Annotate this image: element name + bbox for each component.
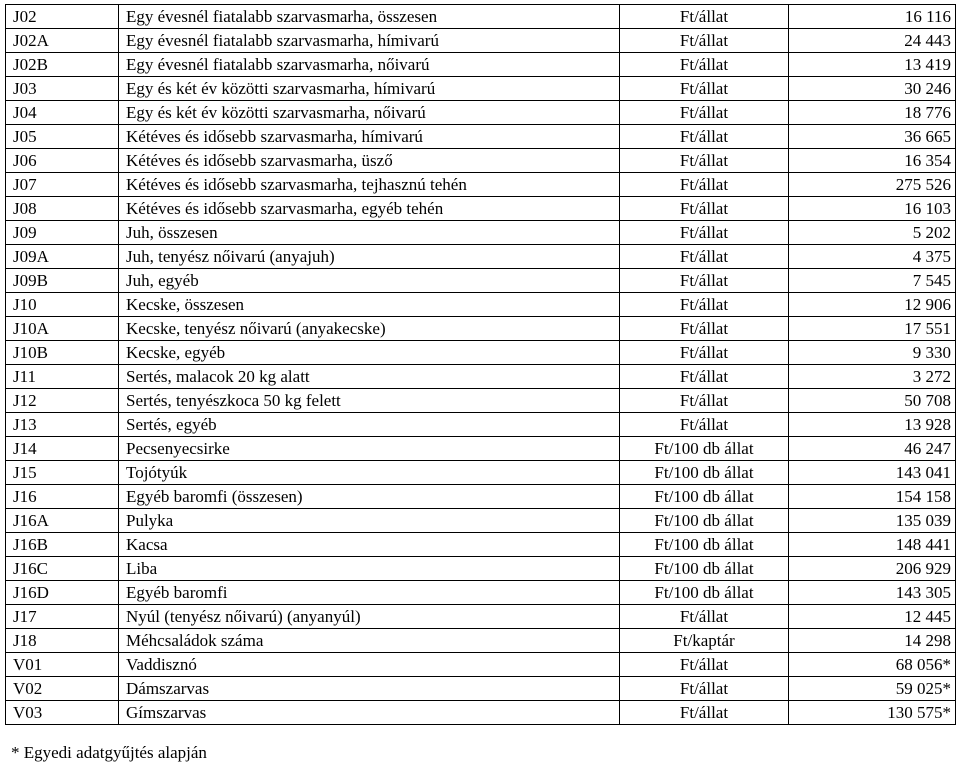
row-code-cell: J10A [6, 317, 119, 341]
row-name-cell: Kecske, összesen [119, 293, 620, 317]
table-row [6, 317, 956, 341]
livestock-value-table [5, 4, 956, 725]
table-row [6, 365, 956, 389]
livestock-value-table-container [5, 4, 955, 725]
row-value-cell: 50 708 [789, 389, 956, 413]
table-row [6, 581, 956, 605]
row-code-cell: J12 [6, 389, 119, 413]
row-unit-cell: Ft/állat [620, 149, 789, 173]
row-name-cell: Kecske, egyéb [119, 341, 620, 365]
row-code-cell: J10B [6, 341, 119, 365]
table-row [6, 173, 956, 197]
row-name-cell: Méhcsaládok száma [119, 629, 620, 653]
row-name-cell: Kétéves és idősebb szarvasmarha, tejhasznú tehén [119, 173, 620, 197]
row-name-cell: Sertés, tenyészkoca 50 kg felett [119, 389, 620, 413]
row-code-cell: J10 [6, 293, 119, 317]
row-code-cell: J16 [6, 485, 119, 509]
table-row [6, 437, 956, 461]
row-code-cell: J04 [6, 101, 119, 125]
table-row [6, 509, 956, 533]
row-unit-cell: Ft/100 db állat [620, 581, 789, 605]
row-name-cell: Gímszarvas [119, 701, 620, 725]
row-value-cell: 59 025* [789, 677, 956, 701]
row-unit-cell: Ft/100 db állat [620, 509, 789, 533]
row-value-cell: 143 305 [789, 581, 956, 605]
row-value-cell: 206 929 [789, 557, 956, 581]
row-value-cell: 5 202 [789, 221, 956, 245]
row-name-cell: Egy évesnél fiatalabb szarvasmarha, összesen [119, 5, 620, 29]
row-value-cell: 68 056* [789, 653, 956, 677]
table-row [6, 629, 956, 653]
table-row [6, 653, 956, 677]
row-value-cell: 30 246 [789, 77, 956, 101]
table-row [6, 53, 956, 77]
row-code-cell: J11 [6, 365, 119, 389]
row-name-cell: Egy és két év közötti szarvasmarha, hímivarú [119, 77, 620, 101]
row-unit-cell: Ft/állat [620, 53, 789, 77]
row-name-cell: Egyéb baromfi [119, 581, 620, 605]
row-code-cell: J15 [6, 461, 119, 485]
row-code-cell: J03 [6, 77, 119, 101]
table-row [6, 197, 956, 221]
row-name-cell: Vaddisznó [119, 653, 620, 677]
row-unit-cell: Ft/állat [620, 677, 789, 701]
row-unit-cell: Ft/állat [620, 389, 789, 413]
row-value-cell: 130 575* [789, 701, 956, 725]
row-unit-cell: Ft/100 db állat [620, 437, 789, 461]
table-row [6, 341, 956, 365]
table-row [6, 77, 956, 101]
row-unit-cell: Ft/állat [620, 125, 789, 149]
row-value-cell: 9 330 [789, 341, 956, 365]
table-row [6, 413, 956, 437]
row-value-cell: 3 272 [789, 365, 956, 389]
row-unit-cell: Ft/állat [620, 341, 789, 365]
row-value-cell: 17 551 [789, 317, 956, 341]
row-code-cell: V03 [6, 701, 119, 725]
row-name-cell: Kacsa [119, 533, 620, 557]
table-body [6, 5, 956, 725]
row-code-cell: V01 [6, 653, 119, 677]
row-name-cell: Pulyka [119, 509, 620, 533]
row-name-cell: Liba [119, 557, 620, 581]
row-code-cell: J02A [6, 29, 119, 53]
row-unit-cell: Ft/állat [620, 221, 789, 245]
row-name-cell: Juh, egyéb [119, 269, 620, 293]
row-name-cell: Kétéves és idősebb szarvasmarha, üsző [119, 149, 620, 173]
table-row [6, 29, 956, 53]
row-value-cell: 12 906 [789, 293, 956, 317]
row-unit-cell: Ft/állat [620, 245, 789, 269]
row-value-cell: 143 041 [789, 461, 956, 485]
row-name-cell: Egy és két év közötti szarvasmarha, nőivarú [119, 101, 620, 125]
row-code-cell: J16B [6, 533, 119, 557]
row-value-cell: 275 526 [789, 173, 956, 197]
row-value-cell: 12 445 [789, 605, 956, 629]
table-row [6, 677, 956, 701]
row-name-cell: Egy évesnél fiatalabb szarvasmarha, hímivarú [119, 29, 620, 53]
row-unit-cell: Ft/100 db állat [620, 485, 789, 509]
row-name-cell: Juh, összesen [119, 221, 620, 245]
table-row [6, 485, 956, 509]
row-unit-cell: Ft/állat [620, 413, 789, 437]
row-unit-cell: Ft/állat [620, 653, 789, 677]
row-unit-cell: Ft/100 db állat [620, 533, 789, 557]
row-code-cell: J17 [6, 605, 119, 629]
row-unit-cell: Ft/állat [620, 101, 789, 125]
row-value-cell: 46 247 [789, 437, 956, 461]
row-name-cell: Egyéb baromfi (összesen) [119, 485, 620, 509]
row-unit-cell: Ft/állat [620, 293, 789, 317]
row-name-cell: Juh, tenyész nőivarú (anyajuh) [119, 245, 620, 269]
table-row [6, 533, 956, 557]
row-code-cell: J09A [6, 245, 119, 269]
row-code-cell: J16C [6, 557, 119, 581]
table-row [6, 293, 956, 317]
row-code-cell: J09B [6, 269, 119, 293]
table-row [6, 101, 956, 125]
row-code-cell: J07 [6, 173, 119, 197]
row-value-cell: 36 665 [789, 125, 956, 149]
row-value-cell: 14 298 [789, 629, 956, 653]
table-row [6, 557, 956, 581]
row-unit-cell: Ft/kaptár [620, 629, 789, 653]
row-value-cell: 18 776 [789, 101, 956, 125]
row-value-cell: 4 375 [789, 245, 956, 269]
row-value-cell: 16 103 [789, 197, 956, 221]
row-code-cell: J05 [6, 125, 119, 149]
row-unit-cell: Ft/állat [620, 701, 789, 725]
footnote: * Egyedi adatgyűjtés alapján [11, 743, 207, 762]
table-row [6, 221, 956, 245]
row-name-cell: Dámszarvas [119, 677, 620, 701]
row-value-cell: 13 419 [789, 53, 956, 77]
row-name-cell: Egy évesnél fiatalabb szarvasmarha, nőivarú [119, 53, 620, 77]
row-code-cell: J02 [6, 5, 119, 29]
row-unit-cell: Ft/állat [620, 605, 789, 629]
row-value-cell: 148 441 [789, 533, 956, 557]
row-code-cell: J02B [6, 53, 119, 77]
row-name-cell: Nyúl (tenyész nőivarú) (anyanyúl) [119, 605, 620, 629]
row-code-cell: J06 [6, 149, 119, 173]
row-value-cell: 16 116 [789, 5, 956, 29]
row-code-cell: J08 [6, 197, 119, 221]
row-unit-cell: Ft/állat [620, 173, 789, 197]
row-name-cell: Pecsenyecsirke [119, 437, 620, 461]
row-unit-cell: Ft/állat [620, 317, 789, 341]
row-value-cell: 7 545 [789, 269, 956, 293]
row-unit-cell: Ft/állat [620, 77, 789, 101]
row-unit-cell: Ft/állat [620, 29, 789, 53]
table-row [6, 149, 956, 173]
row-name-cell: Kétéves és idősebb szarvasmarha, hímivarú [119, 125, 620, 149]
row-value-cell: 13 928 [789, 413, 956, 437]
row-name-cell: Tojótyúk [119, 461, 620, 485]
row-code-cell: J09 [6, 221, 119, 245]
row-unit-cell: Ft/állat [620, 365, 789, 389]
row-value-cell: 16 354 [789, 149, 956, 173]
row-unit-cell: Ft/100 db állat [620, 557, 789, 581]
row-value-cell: 24 443 [789, 29, 956, 53]
table-row [6, 5, 956, 29]
row-code-cell: J18 [6, 629, 119, 653]
row-name-cell: Kétéves és idősebb szarvasmarha, egyéb tehén [119, 197, 620, 221]
row-code-cell: V02 [6, 677, 119, 701]
row-code-cell: J13 [6, 413, 119, 437]
row-name-cell: Sertés, egyéb [119, 413, 620, 437]
row-code-cell: J16D [6, 581, 119, 605]
table-row [6, 701, 956, 725]
row-code-cell: J14 [6, 437, 119, 461]
row-code-cell: J16A [6, 509, 119, 533]
table-row [6, 605, 956, 629]
row-unit-cell: Ft/állat [620, 269, 789, 293]
row-unit-cell: Ft/állat [620, 197, 789, 221]
table-row [6, 269, 956, 293]
row-value-cell: 135 039 [789, 509, 956, 533]
row-value-cell: 154 158 [789, 485, 956, 509]
table-row [6, 461, 956, 485]
table-row [6, 245, 956, 269]
table-row [6, 125, 956, 149]
row-name-cell: Kecske, tenyész nőivarú (anyakecske) [119, 317, 620, 341]
row-unit-cell: Ft/100 db állat [620, 461, 789, 485]
row-unit-cell: Ft/állat [620, 5, 789, 29]
row-name-cell: Sertés, malacok 20 kg alatt [119, 365, 620, 389]
table-row [6, 389, 956, 413]
